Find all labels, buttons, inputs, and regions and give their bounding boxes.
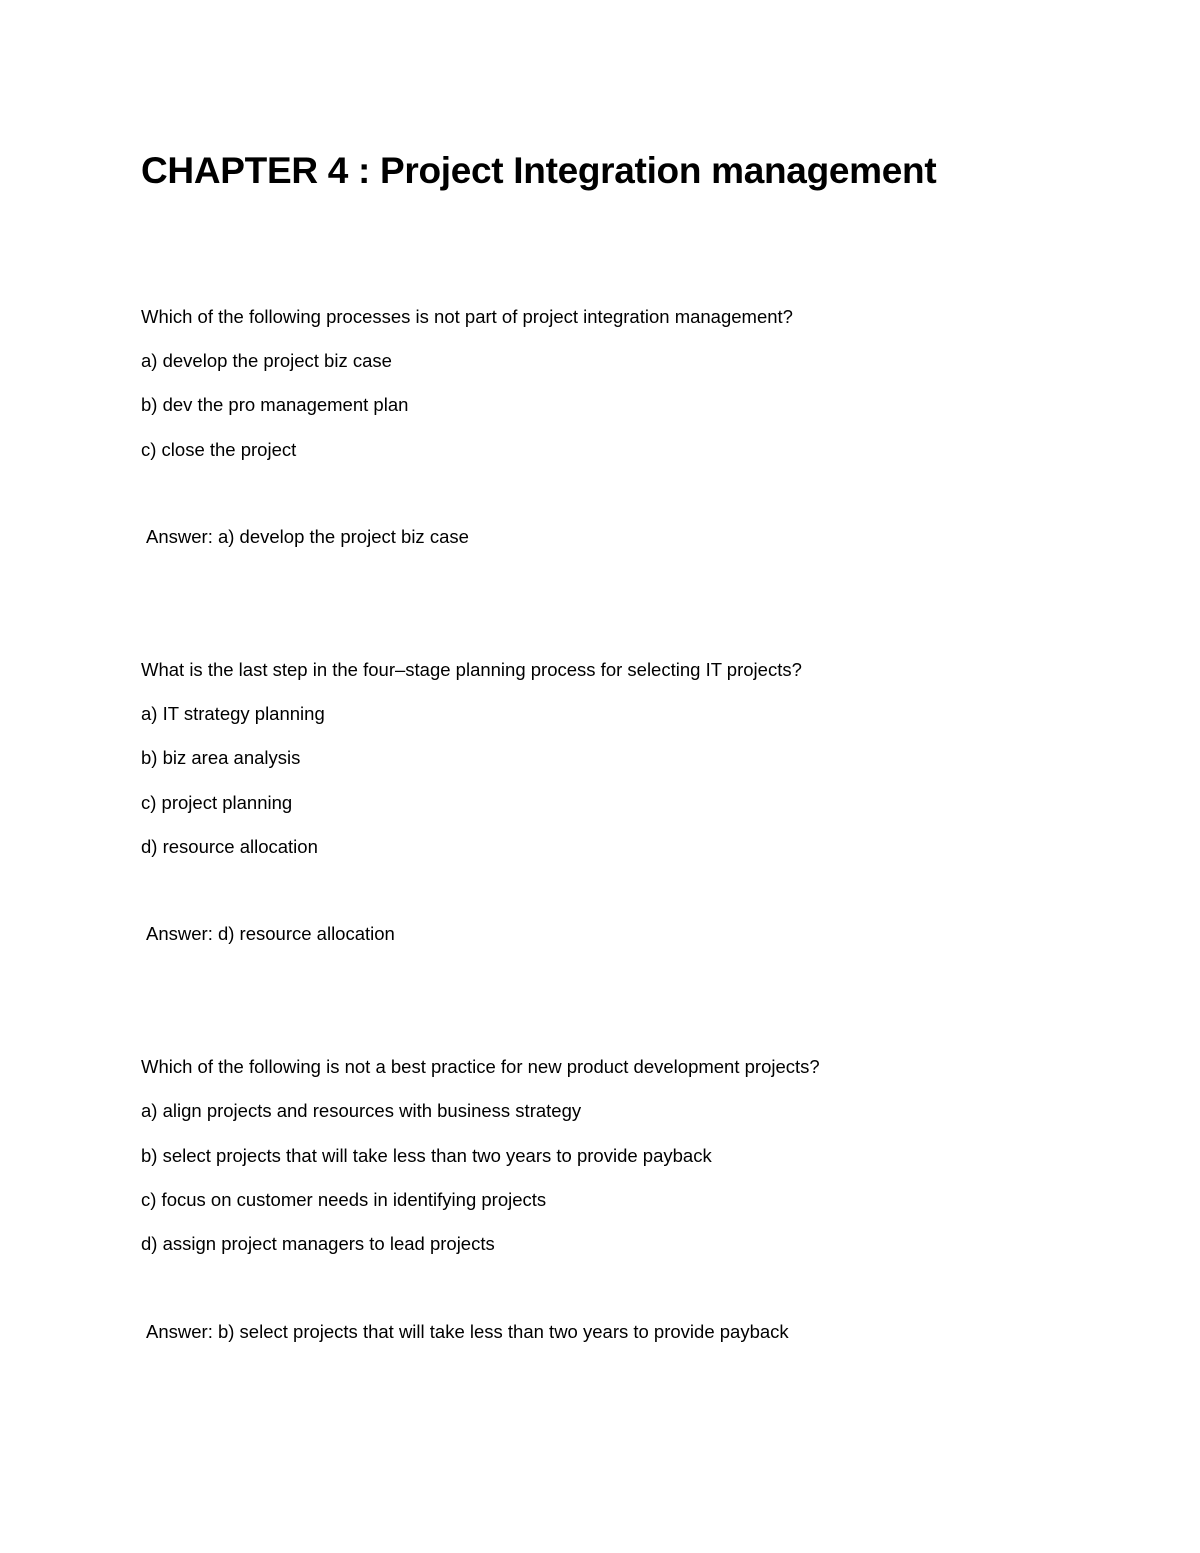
question-2-option-d: d) resource allocation xyxy=(141,836,318,857)
question-2-option-a: a) IT strategy planning xyxy=(141,703,325,724)
chapter-title: CHAPTER 4 : Project Integration management xyxy=(141,150,937,191)
question-1-answer: Answer: a) develop the project biz case xyxy=(146,526,469,547)
question-3-option-a: a) align projects and resources with business strategy xyxy=(141,1100,582,1121)
question-3-option-c: c) focus on customer needs in identifying projects xyxy=(141,1189,547,1210)
question-2-option-b: b) biz area analysis xyxy=(141,747,301,768)
question-3-text: Which of the following is not a best practice for new product development projects? xyxy=(141,1056,820,1077)
question-1-text: Which of the following processes is not part of project integration management? xyxy=(141,306,793,327)
question-3-answer: Answer: b) select projects that will take less than two years to provide payback xyxy=(146,1321,789,1342)
question-2-text: What is the last step in the four–stage planning process for selecting IT projects? xyxy=(141,659,802,680)
question-1-option-a: a) develop the project biz case xyxy=(141,350,392,371)
question-1-option-b: b) dev the pro management plan xyxy=(141,394,409,415)
question-1-option-c: c) close the project xyxy=(141,439,297,460)
question-3-option-b: b) select projects that will take less than two years to provide payback xyxy=(141,1145,712,1166)
question-2-answer: Answer: d) resource allocation xyxy=(146,923,395,944)
question-2-option-c: c) project planning xyxy=(141,792,293,813)
question-3-option-d: d) assign project managers to lead projects xyxy=(141,1233,495,1254)
